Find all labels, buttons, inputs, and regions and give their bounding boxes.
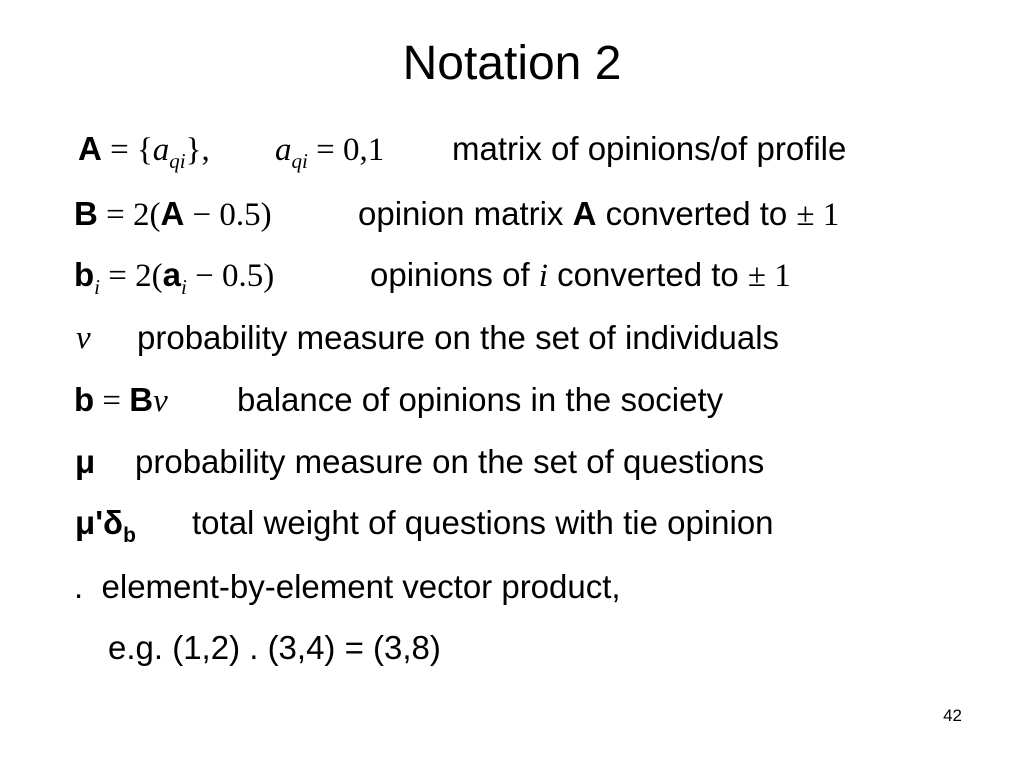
math-symbol-mu-delta: μ'δ [75, 504, 124, 541]
math-symbol-a-bold: A [160, 195, 185, 232]
math-symbol-mu: μ [75, 443, 96, 480]
notation-description: probability measure on the set of questions [135, 443, 765, 480]
math-symbol-nu: ν [153, 383, 168, 419]
math-equals: = [94, 383, 130, 419]
math-symbol-b-bold: B [74, 195, 98, 232]
math-equals-brace: = { [101, 132, 153, 168]
math-symbol-a-vector: a [162, 256, 181, 293]
math-subscript-qi-element: qi [291, 149, 308, 173]
math-value-0-1: = 0,1 [307, 132, 385, 168]
math-symbol-a-bold: A [78, 130, 102, 167]
math-minus-half: − 0.5) [186, 258, 275, 294]
math-symbol-a-element: a [275, 132, 292, 168]
notation-description-tail: converted to [596, 195, 797, 232]
notation-description-italic-i: i [538, 258, 548, 294]
math-subscript-qi: qi [169, 149, 186, 173]
notation-description: balance of opinions in the society [237, 381, 724, 418]
math-plus-minus-one: ± 1 [747, 258, 791, 294]
math-subscript-b: b [123, 524, 136, 547]
math-subscript-i: i [94, 275, 101, 299]
math-symbol-nu: ν [76, 320, 91, 356]
notation-description: total weight of questions with tie opinion [192, 504, 774, 541]
math-symbol-b-vector: b [74, 256, 95, 293]
notation-description: matrix of opinions/of profile [452, 130, 847, 167]
math-symbol-a: a [152, 132, 170, 168]
notation-description-tail: converted to [547, 256, 748, 293]
math-close-brace: }, [185, 132, 210, 168]
notation-example: e.g. (1,2) . (3,4) = (3,8) [108, 629, 441, 666]
notation-description: opinion matrix [358, 195, 573, 232]
notation-description: probability measure on the set of individuals [137, 319, 780, 356]
notation-description: opinions of [370, 256, 539, 293]
notation-description: . element-by-element vector product, [74, 568, 621, 605]
math-equals-two: = 2( [100, 258, 163, 294]
slide-title: Notation 2 [402, 37, 622, 90]
math-equals-two: = 2( [97, 197, 161, 233]
math-subscript-i: i [180, 275, 187, 299]
page-number: 42 [943, 706, 962, 725]
math-symbol-b-bold: B [129, 381, 154, 418]
math-minus-half: − 0.5) [184, 197, 272, 233]
math-symbol-b-vector: b [74, 381, 95, 418]
notation-description-bold-a: A [572, 195, 597, 232]
math-plus-minus-one: ± 1 [796, 197, 840, 233]
